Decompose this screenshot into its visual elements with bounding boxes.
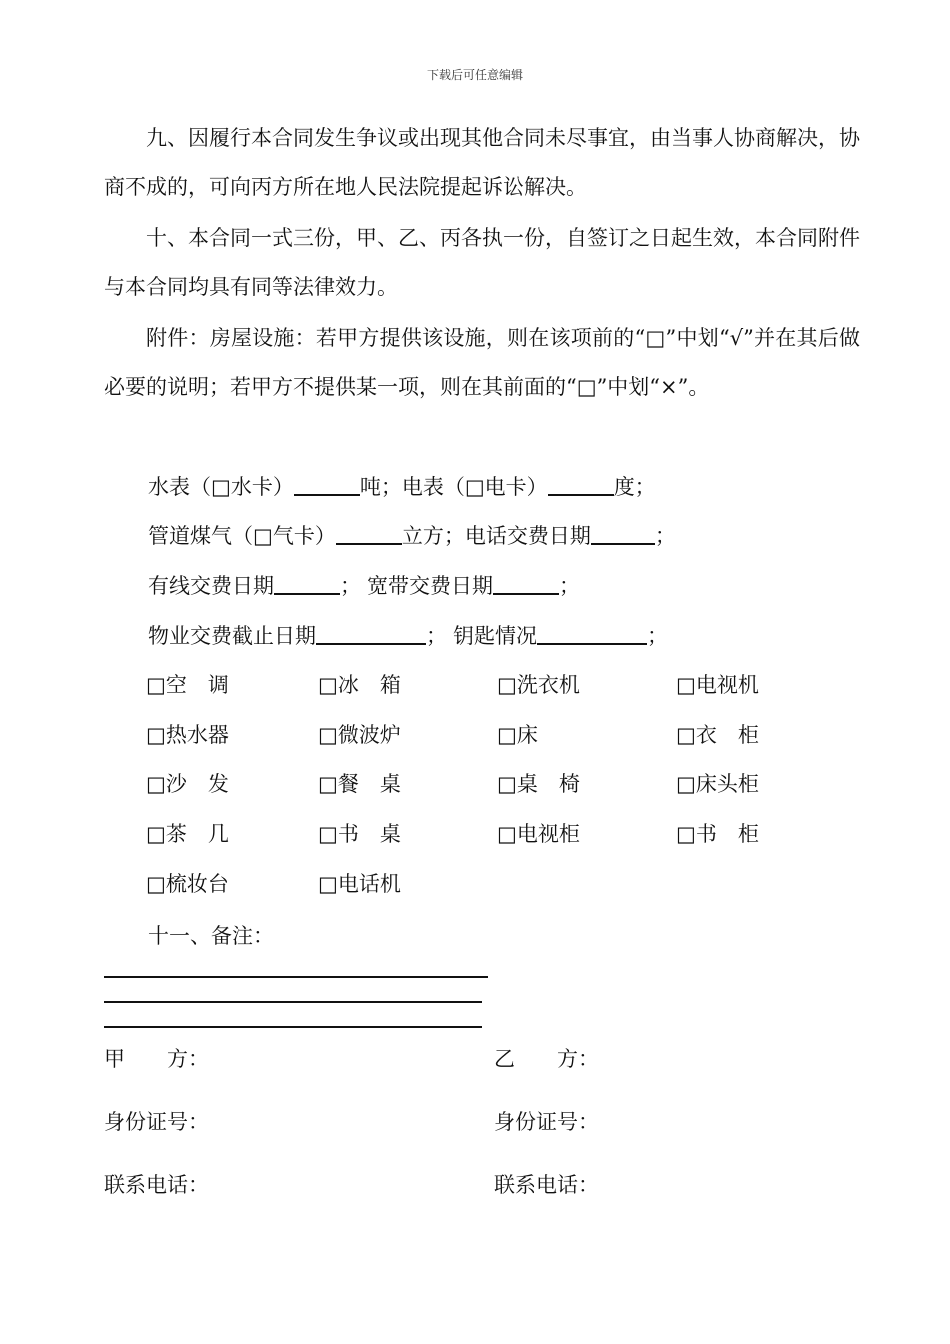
phone-fee-blank[interactable]: [591, 521, 655, 545]
attachment-note: 附件：房屋设施：若甲方提供该设施，则在该项前的“□”中划“√”并在其后做必要的说明；若甲方不提供某一项，则在其前面的“□”中划“×”。: [104, 326, 860, 399]
gas-meter-label: 管道煤气（□气卡）: [148, 524, 336, 548]
property-fee-label: 物业交费截止日期: [148, 624, 316, 648]
electric-meter-blank[interactable]: [548, 472, 614, 496]
meter-line-cable-broadband: [148, 571, 580, 601]
facility-checkbox[interactable]: □热水器: [146, 723, 229, 747]
phone-fee-label: 电话交费日期: [464, 524, 591, 548]
facility-checkbox[interactable]: □电话机: [318, 872, 401, 896]
party-b-phone-label: 联系电话：: [494, 1173, 599, 1197]
keys-label: 钥匙情况: [453, 624, 537, 648]
remarks-label: 十一、备注：: [148, 924, 274, 948]
party-b-id-label: 身份证号：: [494, 1110, 599, 1134]
water-meter-label: 水表（□水卡）: [148, 475, 294, 499]
facility-checkbox[interactable]: □洗衣机: [497, 673, 580, 697]
facility-checkbox[interactable]: □空 调: [146, 673, 229, 697]
broadband-fee-end: ；: [559, 574, 580, 598]
remarks-line[interactable]: [104, 1001, 482, 1003]
facility-checkbox[interactable]: □床: [497, 723, 538, 747]
electric-meter-unit: 度；: [613, 475, 656, 499]
facility-checkbox[interactable]: □床头柜: [676, 772, 759, 796]
party-a-phone-label: 联系电话：: [104, 1173, 209, 1197]
facility-checkbox[interactable]: □沙 发: [146, 772, 229, 796]
facility-checkbox[interactable]: □微波炉: [318, 723, 401, 747]
remarks-line[interactable]: [104, 1026, 482, 1028]
keys-blank[interactable]: [537, 621, 647, 645]
facility-checkbox[interactable]: □茶 几: [146, 822, 229, 846]
meter-line-gas-phone: [148, 521, 676, 551]
clause-ten: 十、本合同一式三份，甲、乙、丙各执一份，自签订之日起生效，本合同附件与本合同均具有同等法律效力。: [104, 226, 860, 299]
party-b-label: 乙 方：: [494, 1047, 599, 1071]
facility-checkbox[interactable]: □桌 椅: [497, 772, 580, 796]
property-fee-end: ；: [426, 624, 447, 648]
phone-fee-end: ；: [654, 524, 676, 548]
cable-fee-label: 有线交费日期: [148, 574, 274, 598]
broadband-fee-label: 宽带交费日期: [367, 574, 493, 598]
electric-meter-label: 电表（□电卡）: [401, 475, 548, 499]
cable-fee-end: ；: [340, 574, 361, 598]
keys-end: ；: [647, 624, 668, 648]
facility-checkbox[interactable]: □冰 箱: [318, 673, 401, 697]
water-meter-unit: 吨；: [359, 475, 402, 499]
facility-checkbox[interactable]: □衣 柜: [676, 723, 759, 747]
gas-meter-blank[interactable]: [336, 521, 402, 545]
broadband-fee-blank[interactable]: [493, 571, 559, 595]
gas-meter-unit: 立方；: [401, 524, 465, 548]
clause-nine: 九、因履行本合同发生争议或出现其他合同未尽事宜，由当事人协商解决，协商不成的，可向丙方所在地人民法院提起诉讼解决。: [104, 126, 860, 199]
facility-checkbox[interactable]: □电视机: [676, 673, 759, 697]
page-header: 下载后可任意编辑: [426, 68, 523, 82]
remarks-line[interactable]: [104, 976, 488, 978]
party-a-id-label: 身份证号：: [104, 1110, 209, 1134]
facility-checkbox[interactable]: □梳妆台: [146, 872, 229, 896]
facility-checkbox[interactable]: □餐 桌: [318, 772, 401, 796]
facility-checkbox[interactable]: □电视柜: [497, 822, 580, 846]
meter-line-water-electric: [148, 472, 656, 502]
facility-checkbox[interactable]: □书 柜: [676, 822, 759, 846]
meter-line-property-keys: [148, 621, 668, 651]
facility-checkbox[interactable]: □书 桌: [318, 822, 401, 846]
cable-fee-blank[interactable]: [274, 571, 340, 595]
party-a-label: 甲 方：: [104, 1047, 209, 1071]
property-fee-blank[interactable]: [316, 621, 426, 645]
water-meter-blank[interactable]: [294, 472, 360, 496]
